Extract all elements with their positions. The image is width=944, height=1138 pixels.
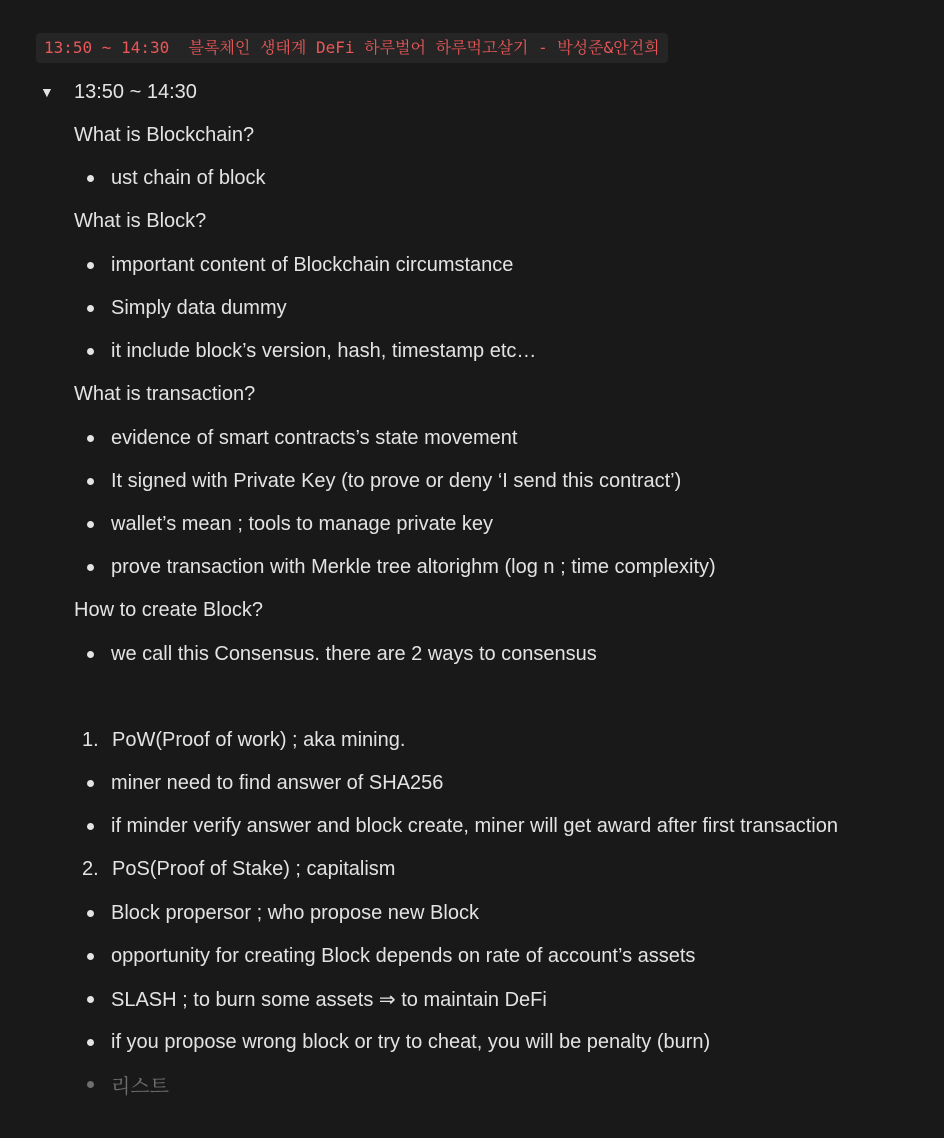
list-item[interactable] [80, 163, 266, 193]
list-item-text[interactable]: ust chain of block [111, 166, 266, 189]
list-item-text[interactable]: Block propersor ; who propose new Block [111, 901, 479, 924]
bullet-icon [87, 780, 94, 787]
list-item-text[interactable]: SLASH ; to burn some assets ⇒ to maintain DeFi [111, 988, 547, 1011]
bullet-icon [87, 823, 94, 830]
numbered-item-text[interactable]: PoS(Proof of Stake) ; capitalism [112, 857, 396, 880]
list-item[interactable] [80, 509, 493, 539]
list-item[interactable] [80, 941, 695, 971]
list-item[interactable] [80, 552, 716, 582]
bullet-icon [87, 651, 94, 658]
toggle-arrow-icon[interactable]: ▼ [40, 84, 54, 100]
list-item[interactable] [80, 423, 517, 453]
bullet-icon [87, 1081, 94, 1088]
bullet-icon [87, 564, 94, 571]
list-item-text[interactable]: it include block’s version, hash, timestamp etc… [111, 339, 537, 362]
numbered-item[interactable] [82, 854, 395, 884]
bullet-icon [87, 953, 94, 960]
list-item-text[interactable]: miner need to find answer of SHA256 [111, 771, 444, 794]
list-item-text[interactable]: wallet’s mean ; tools to manage private key [111, 512, 494, 535]
bullet-icon [87, 996, 94, 1003]
list-item-text[interactable]: if you propose wrong block or try to cheat, you will be penalty (burn) [111, 1030, 711, 1053]
heading-what-is-transaction[interactable]: What is transaction? [74, 382, 256, 405]
list-item-text[interactable]: we call this Consensus. there are 2 ways to consensus [111, 642, 597, 665]
heading-how-to-create-block[interactable]: How to create Block? [74, 598, 263, 621]
list-item[interactable] [80, 336, 536, 366]
bullet-icon [87, 305, 94, 312]
bullet-icon [87, 1039, 94, 1046]
list-item[interactable] [80, 898, 479, 928]
heading-what-is-block[interactable]: What is Block? [74, 209, 207, 232]
bullet-icon [87, 262, 94, 269]
list-item-text[interactable]: opportunity for creating Block depends on rate of account’s assets [111, 944, 696, 967]
bullet-icon [87, 478, 94, 485]
number-marker: 2. [82, 857, 99, 880]
list-item[interactable] [80, 639, 597, 669]
bullet-icon [87, 175, 94, 182]
list-item[interactable] [80, 250, 513, 280]
list-placeholder[interactable]: 리스트 [111, 1075, 169, 1098]
list-item-text[interactable]: if minder verify answer and block create, miner will get award after first transaction [111, 814, 838, 837]
numbered-item-text[interactable]: PoW(Proof of work) ; aka mining. [112, 728, 406, 751]
list-item-text[interactable]: important content of Blockchain circumstance [111, 253, 514, 276]
list-item-text[interactable]: Simply data dummy [111, 296, 287, 319]
bullet-icon [87, 910, 94, 917]
heading-what-is-blockchain[interactable]: What is Blockchain? [74, 123, 255, 146]
list-item[interactable] [80, 811, 838, 841]
list-item[interactable] [80, 1027, 710, 1057]
number-marker: 1. [82, 728, 99, 751]
bullet-icon [87, 521, 94, 528]
list-item-text[interactable]: prove transaction with Merkle tree altorighm (log n ; time complexity) [111, 555, 716, 578]
empty-list-item[interactable] [80, 1069, 169, 1099]
code-block-title[interactable]: 13:50 ~ 14:30 블록체인 생태계 DeFi 하루벌어 하루먹고살기 - 박성준&안건희 [36, 33, 668, 63]
bullet-icon [87, 348, 94, 355]
list-item[interactable] [80, 466, 681, 496]
numbered-item[interactable] [82, 725, 405, 755]
list-item[interactable] [80, 293, 287, 323]
toggle-label[interactable]: 13:50 ~ 14:30 [74, 80, 197, 103]
bullet-icon [87, 435, 94, 442]
toggle-block[interactable] [40, 77, 197, 107]
list-item-text[interactable]: It signed with Private Key (to prove or deny ‘I send this contract’) [111, 469, 682, 492]
list-item-text[interactable]: evidence of smart contracts’s state movement [111, 426, 518, 449]
list-item[interactable] [80, 984, 547, 1014]
list-item[interactable] [80, 768, 443, 798]
